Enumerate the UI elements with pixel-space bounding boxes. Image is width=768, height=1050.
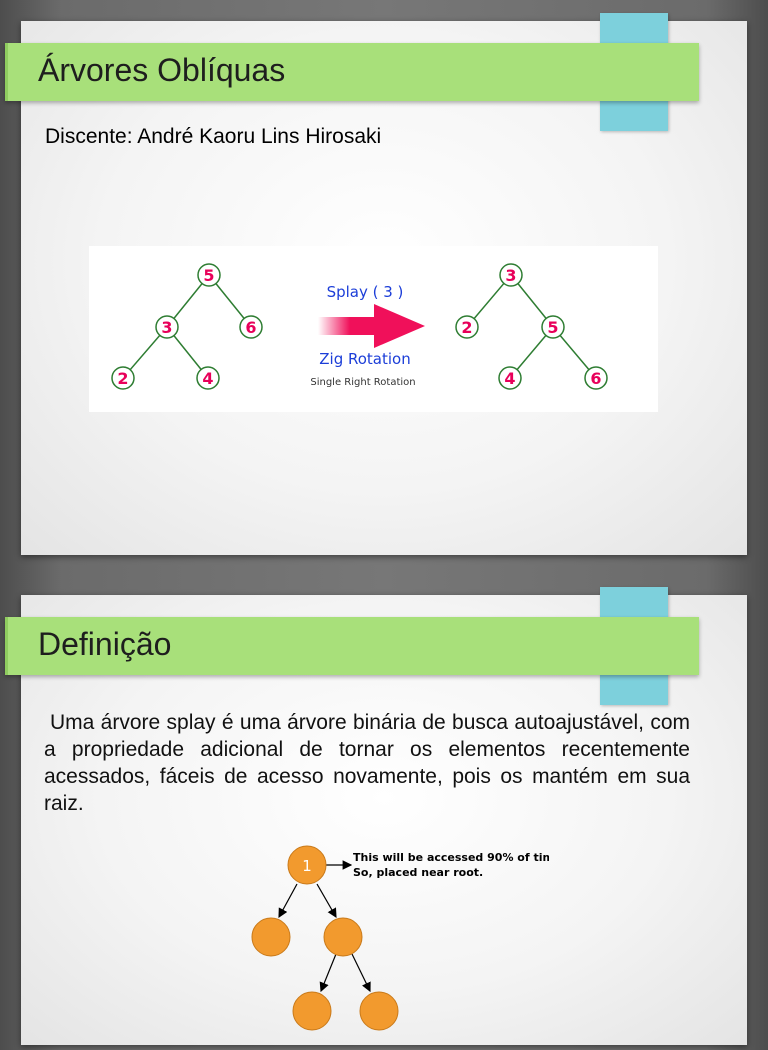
tree-node (585, 367, 607, 389)
tree-node (112, 367, 134, 389)
tree-node (324, 918, 362, 956)
root-node-label: 1 (302, 857, 312, 875)
annotation-line-1: This will be accessed 90% of time. (353, 851, 549, 864)
slide-title: Árvores Oblíquas (38, 52, 286, 88)
node-label: 3 (505, 266, 517, 285)
definition-paragraph: Uma árvore splay é uma árvore binária de busca autoajustável, com a propriedade adicional de tornar os elementos recentemente acessados, fáceis de acesso novamente, pois os mantém em sua raiz. (44, 711, 690, 815)
tree-node-root (288, 846, 326, 884)
annotation-line-2: So, placed near root. (353, 866, 484, 879)
node-label: 4 (504, 369, 516, 388)
tree-node (456, 316, 478, 338)
tree-node (198, 264, 220, 286)
node-label: 3 (161, 318, 173, 337)
slide-subtitle: Discente: André Kaoru Lins Hirosaki (45, 125, 382, 148)
node-label: 5 (547, 318, 559, 337)
access-tree-diagram (219, 844, 549, 1045)
splay-rotation-diagram (89, 246, 658, 412)
tree-node (240, 316, 262, 338)
title-bar (5, 617, 699, 675)
splay-operation-label: Splay ( 3 ) (326, 283, 404, 301)
tree-node (197, 367, 219, 389)
access-frequency-figure (219, 844, 549, 1045)
node-label: 2 (461, 318, 473, 337)
node-label: 6 (245, 318, 257, 337)
title-bar (5, 43, 699, 101)
rotation-detail-label: Single Right Rotation (310, 377, 416, 388)
node-label: 4 (202, 369, 214, 388)
tree-node (156, 316, 178, 338)
node-label: 6 (590, 369, 602, 388)
slide-1 (21, 21, 747, 555)
node-label: 2 (117, 369, 129, 388)
slide-title: Definição (38, 626, 172, 662)
tree-node (293, 992, 331, 1030)
tree-node (252, 918, 290, 956)
left-tree-edges (123, 275, 251, 378)
node-label: 5 (203, 266, 215, 285)
tree-node (499, 367, 521, 389)
right-arrow-icon (318, 304, 425, 348)
tree-node (360, 992, 398, 1030)
tree-node (542, 316, 564, 338)
splay-rotation-figure (89, 246, 658, 412)
right-tree-edges (467, 275, 596, 378)
slide-2 (21, 595, 747, 1045)
rotation-type-label: Zig Rotation (319, 350, 411, 368)
tree-node (500, 264, 522, 286)
